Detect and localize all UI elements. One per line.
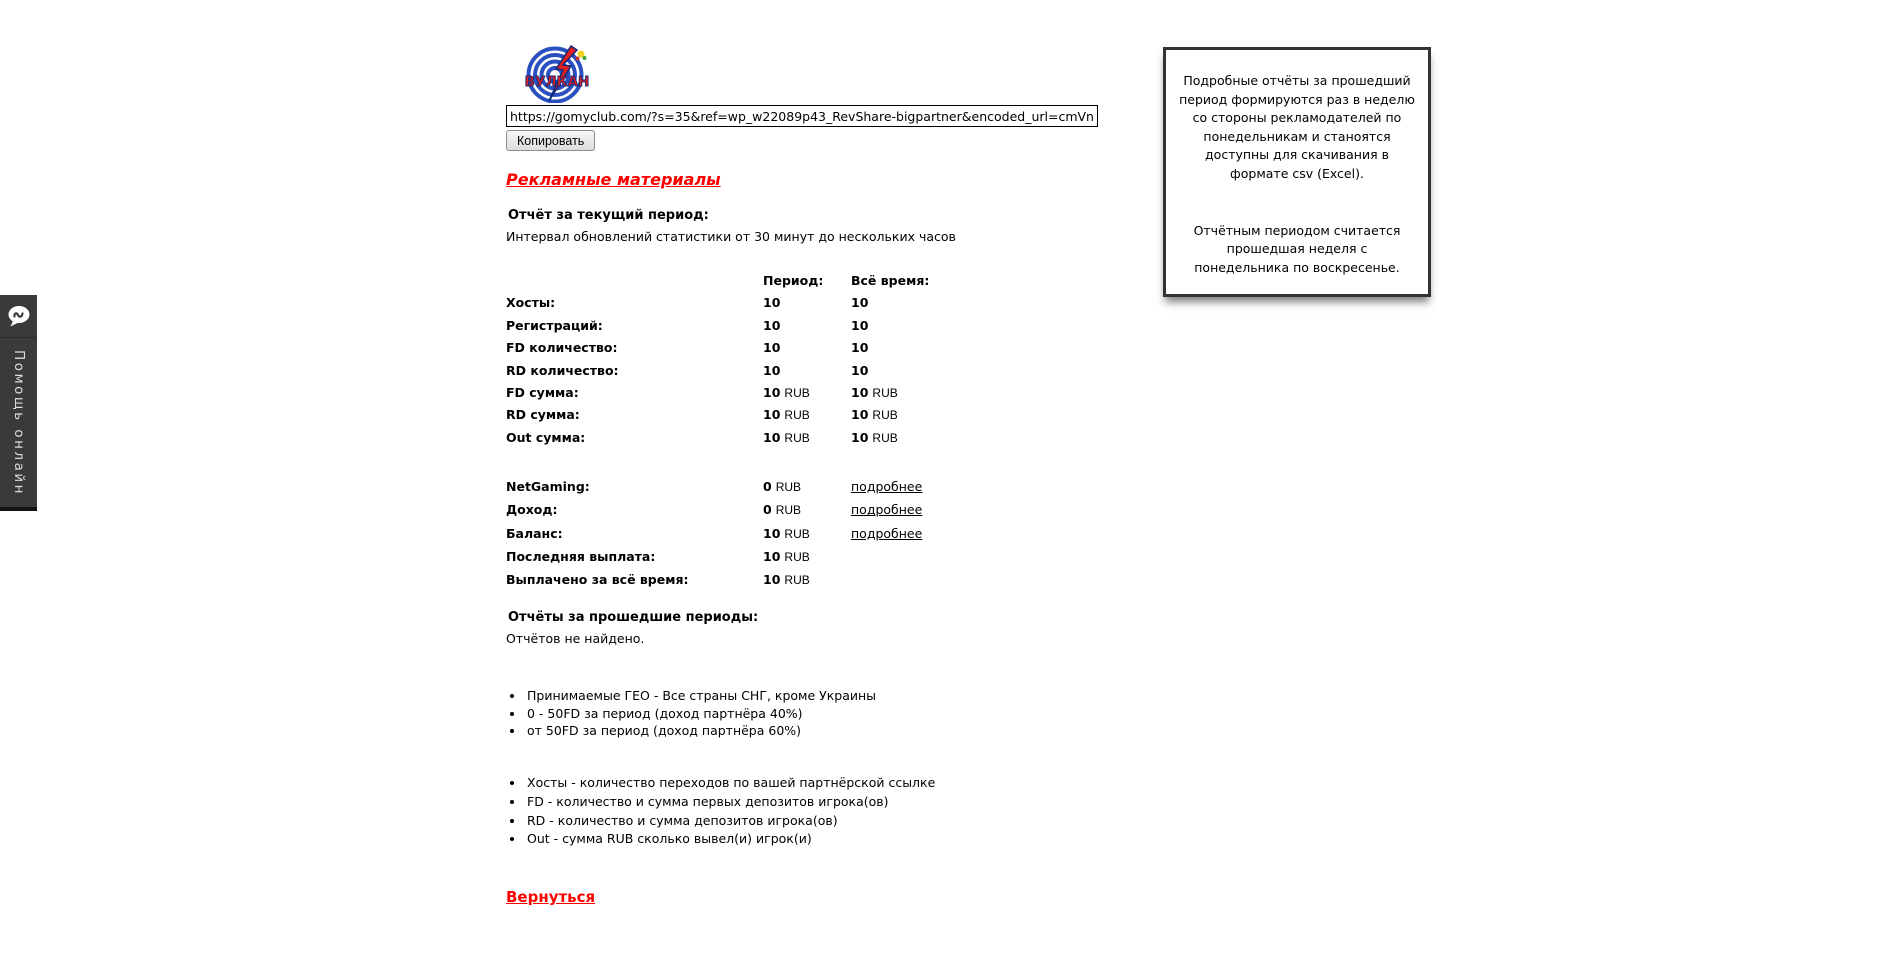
balance-table [506, 479, 991, 595]
column-header-period: Период: [763, 273, 824, 288]
past-reports-empty: Отчётов не найдено. [506, 631, 645, 646]
balance-value: 0 RUB [763, 502, 802, 518]
back-link[interactable]: Вернуться [506, 888, 596, 906]
stat-period-value: 10 RUB [763, 384, 810, 400]
stat-alltime-value: 10 RUB [851, 407, 898, 423]
stat-label: FD сумма: [506, 384, 579, 400]
chat-bubble-icon [0, 295, 37, 338]
stat-label: RD количество: [506, 362, 619, 378]
column-header-alltime: Всё время: [851, 273, 930, 288]
balance-value: 10 RUB [763, 525, 810, 541]
stat-period-value: 10 [763, 362, 781, 378]
info-box-paragraph: Подробные отчёты за прошедший период формируются раз в неделю со стороны рекламодателей по понедельникам и станоятся доступны для скачивания в формате csv (Excel). [1179, 73, 1415, 181]
terms-list [509, 687, 876, 740]
logo-text: ВУЛКАН [525, 74, 590, 90]
stat-alltime-value: 10 [851, 362, 869, 378]
copy-button[interactable]: Копировать [506, 130, 595, 151]
stat-period-value: 10 [763, 340, 781, 356]
stat-label: RD сумма: [506, 407, 580, 423]
balance-label: Последняя выплата: [506, 548, 656, 564]
details-link[interactable]: подробнее [851, 502, 923, 518]
stat-alltime-value: 10 [851, 340, 869, 356]
help-online-tab[interactable] [0, 295, 37, 511]
update-interval-note: Интервал обновлений статистики от 30 минут до нескольких часов [506, 229, 956, 244]
stat-alltime-value: 10 RUB [851, 384, 898, 400]
advertising-materials-link[interactable]: Рекламные материалы [506, 170, 721, 189]
list-item: • Out - сумма RUB сколько вывел(и) игрок(и) [525, 830, 935, 849]
list-item: • Хосты - количество переходов по вашей партнёрской ссылке [525, 774, 935, 793]
glossary-list [509, 774, 935, 849]
stat-alltime-value: 10 [851, 317, 869, 333]
details-link[interactable]: подробнее [851, 525, 923, 541]
list-item: • RD - количество и сумма депозитов игрока(ов) [525, 812, 935, 831]
referral-url-input[interactable] [506, 105, 1098, 127]
info-box-paragraph: Отчётным периодом считается прошедшая неделя с понедельника по воскресенье. [1193, 222, 1401, 275]
current-report-table [506, 273, 991, 452]
balance-label: Баланс: [506, 525, 563, 541]
stat-period-value: 10 [763, 295, 781, 311]
balance-label: Доход: [506, 502, 558, 518]
help-tab-label: Помощь онлайн [10, 349, 27, 496]
stat-alltime-value: 10 RUB [851, 429, 898, 445]
balance-label: NetGaming: [506, 479, 590, 494]
stat-label: Out сумма: [506, 429, 586, 445]
list-item: • от 50FD за период (доход партнёра 60%) [525, 722, 876, 740]
list-item: • FD - количество и сумма первых депозитов игрока(ов) [525, 793, 935, 812]
current-report-title: Отчёт за текущий период: [508, 208, 709, 223]
stat-label: FD количество: [506, 340, 618, 356]
stat-label: Регистраций: [506, 317, 603, 333]
balance-value: 0 RUB [763, 479, 802, 494]
details-link[interactable]: подробнее [851, 479, 923, 494]
info-box [1163, 47, 1431, 297]
stat-alltime-value: 10 [851, 295, 869, 311]
stat-label: Хосты: [506, 295, 556, 311]
stat-period-value: 10 [763, 317, 781, 333]
stat-period-value: 10 RUB [763, 429, 810, 445]
balance-value: 10 RUB [763, 572, 810, 588]
list-item: • Принимаемые ГЕО - Все страны СНГ, кроме Украины [525, 687, 876, 705]
stat-period-value: 10 RUB [763, 407, 810, 423]
balance-value: 10 RUB [763, 548, 810, 564]
list-item: • 0 - 50FD за период (доход партнёра 40%) [525, 705, 876, 723]
past-reports-title: Отчёты за прошедшие периоды: [508, 610, 759, 625]
balance-label: Выплачено за всё время: [506, 572, 689, 588]
vulkan-logo [525, 45, 591, 103]
